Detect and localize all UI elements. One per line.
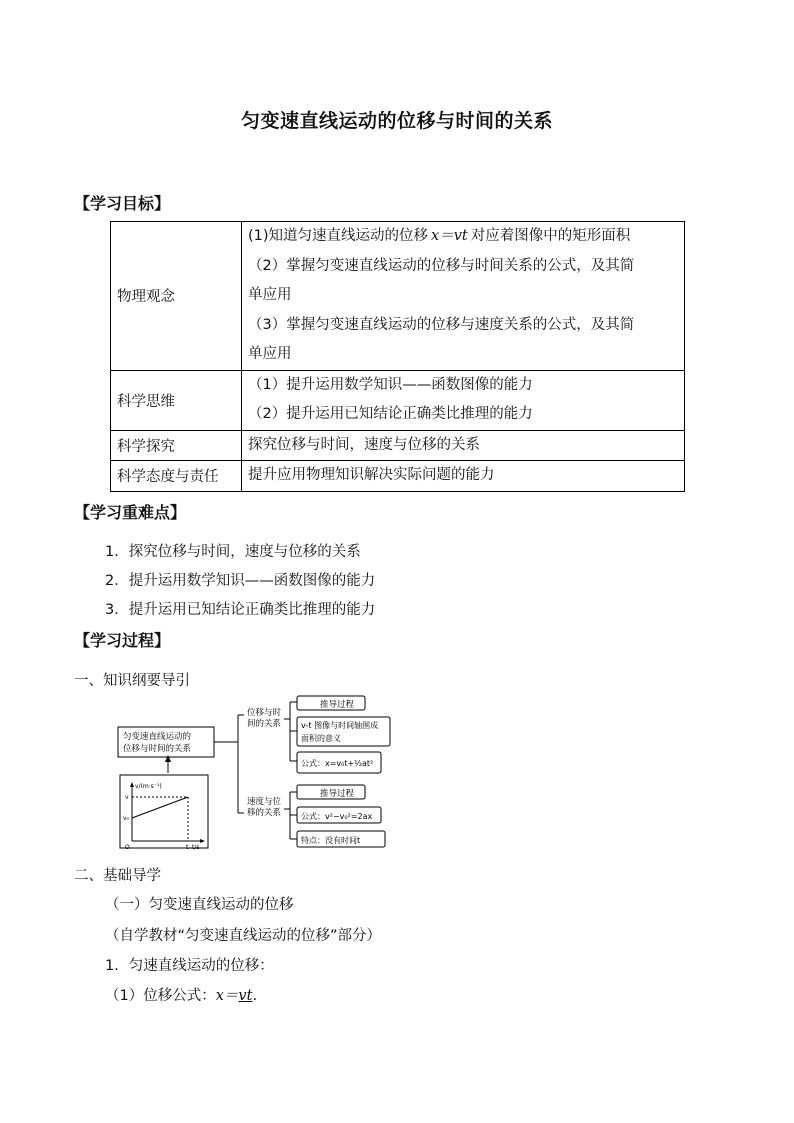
branch-label: 位移与时 xyxy=(247,708,282,718)
section-title: 一、知识纲要导引 xyxy=(74,673,190,689)
keypoints-heading: 【学习重难点】 xyxy=(74,503,187,522)
content-cell: 提升应用物理知识解决实际问题的能力 xyxy=(242,461,685,492)
root-text: 位移与时间的关系 xyxy=(123,744,192,754)
branch-label: 速度与位 xyxy=(247,797,282,807)
item-text: 推导过程 xyxy=(320,789,355,799)
list-item: 1．探究位移与时间，速度与位移的关系 xyxy=(105,544,361,560)
branch-label: 移的关系 xyxy=(247,808,282,818)
subsection-title: （一）匀变速直线运动的位移 xyxy=(105,897,294,913)
item-text: 公式：v²−v₀²=2ax xyxy=(301,812,373,821)
graph-v0: v₀ xyxy=(123,815,129,822)
table-row xyxy=(111,222,685,371)
content-cell: (1)知道匀速直线运动的位移 x＝vt 对应着图像中的矩形面积 （2）掌握匀变速直线运动的位移与时间关系的公式，及其简 单应用 （3）掌握匀变速直线运动的位移与速度关系的公式，及其简 单应用 xyxy=(242,222,685,371)
graph-t: t xyxy=(186,844,189,851)
note: （自学教材“匀变速直线运动的位移”部分） xyxy=(105,928,382,944)
item-text: 推导过程 xyxy=(320,700,355,710)
item-text: 面积的意义 xyxy=(301,734,341,743)
knowledge-diagram xyxy=(112,693,392,853)
list-item: 1．匀速直线运动的位移： xyxy=(105,958,274,974)
goals-heading: 【学习目标】 xyxy=(74,194,171,213)
content-cell: 探究位移与时间，速度与位移的关系 xyxy=(242,430,685,461)
category-cell: 科学态度与责任 xyxy=(111,461,242,492)
list-item: 3．提升运用已知结论正确类比推理的能力 xyxy=(105,602,376,618)
list-item: 2．提升运用数学知识——函数图像的能力 xyxy=(105,573,376,589)
table-row xyxy=(111,461,685,492)
table-row xyxy=(111,370,685,430)
branch-label: 间的关系 xyxy=(247,719,282,729)
formula-line: （1）位移公式：x＝vt. xyxy=(105,988,258,1004)
page-title: 匀变速直线运动的位移与时间的关系 xyxy=(240,110,553,132)
graph-ylabel: v/(m·s⁻¹) xyxy=(135,783,162,790)
category-cell: 科学思维 xyxy=(111,370,242,430)
item-text: 公式：x=v₀t+½at² xyxy=(301,759,374,768)
category-cell: 科学探究 xyxy=(111,430,242,461)
item-text: v-t 图像与时间轴围成 xyxy=(301,721,379,730)
section-title: 二、基础导学 xyxy=(74,868,161,884)
table-row xyxy=(111,430,685,461)
process-heading: 【学习过程】 xyxy=(74,631,171,650)
graph-xlabel: t/s xyxy=(192,844,200,851)
graph-v: v xyxy=(125,794,129,801)
category-cell: 物理观念 xyxy=(111,222,242,371)
root-text: 匀变速直线运动的 xyxy=(123,732,192,742)
item-text: 特点：没有时间t xyxy=(301,836,361,845)
graph-origin: O xyxy=(125,844,130,851)
content-cell: （1）提升运用数学知识——函数图像的能力 （2）提升运用已知结论正确类比推理的能力 xyxy=(242,370,685,430)
goals-table xyxy=(110,221,685,492)
